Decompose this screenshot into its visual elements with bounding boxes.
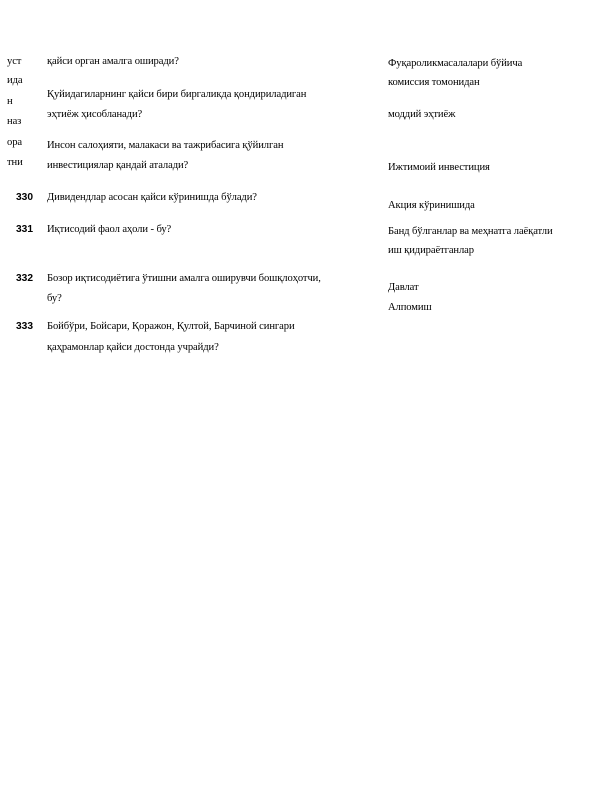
row-number: 332: [16, 273, 33, 284]
answer-text: иш қидираётганлар: [388, 245, 474, 256]
question-text: Инсон салоҳияти, малакаси ва тажрибасига қўйилган: [47, 140, 284, 151]
left-fragment: тни: [7, 157, 23, 168]
row-number: 331: [16, 224, 33, 235]
question-text: Дивидендлар асосан қайси кўринишда бўлади?: [47, 192, 257, 203]
answer-text: моддий эҳтиёж: [388, 109, 456, 120]
left-fragment: ора: [7, 137, 22, 148]
answer-text: Банд бўлганлар ва меҳнатга лаёқатли: [388, 226, 553, 237]
question-text: қаҳрамонлар қайси достонда учрайди?: [47, 342, 219, 353]
row-number: 330: [16, 192, 33, 203]
question-text: инвестициялар қандай аталади?: [47, 160, 189, 171]
left-fragment: ида: [7, 75, 23, 86]
question-text: Қуйидагиларнинг қайси бири биргаликда қондириладиган: [47, 89, 307, 100]
answer-text: Давлат: [388, 282, 419, 293]
answer-text: Акция кўринишида: [388, 200, 475, 211]
answer-text: Алпомиш: [388, 302, 432, 313]
left-fragment: наз: [7, 116, 22, 127]
row-number: 333: [16, 321, 33, 332]
question-text: Иқтисодий фаол аҳоли - бу?: [47, 224, 172, 235]
question-text: Бозор иқтисодиётига ўтишни амалга оширувчи бошқлоҳотчи,: [47, 273, 321, 284]
answer-text: Ижтимоий инвестиция: [388, 162, 490, 173]
left-fragment: уст: [7, 56, 22, 67]
answer-text: комиссия томонидан: [388, 77, 480, 88]
question-text: қайси орган амалга оширади?: [47, 56, 179, 67]
question-text: бу?: [47, 293, 62, 304]
question-text: Бойбўри, Бойсари, Қоражон, Қултой, Барчиной сингари: [47, 321, 295, 332]
question-text: эҳтиёж ҳисобланади?: [47, 109, 143, 120]
left-fragment: н: [7, 96, 13, 107]
answer-text: Фуқароликмасалалари бўйича: [388, 58, 523, 69]
